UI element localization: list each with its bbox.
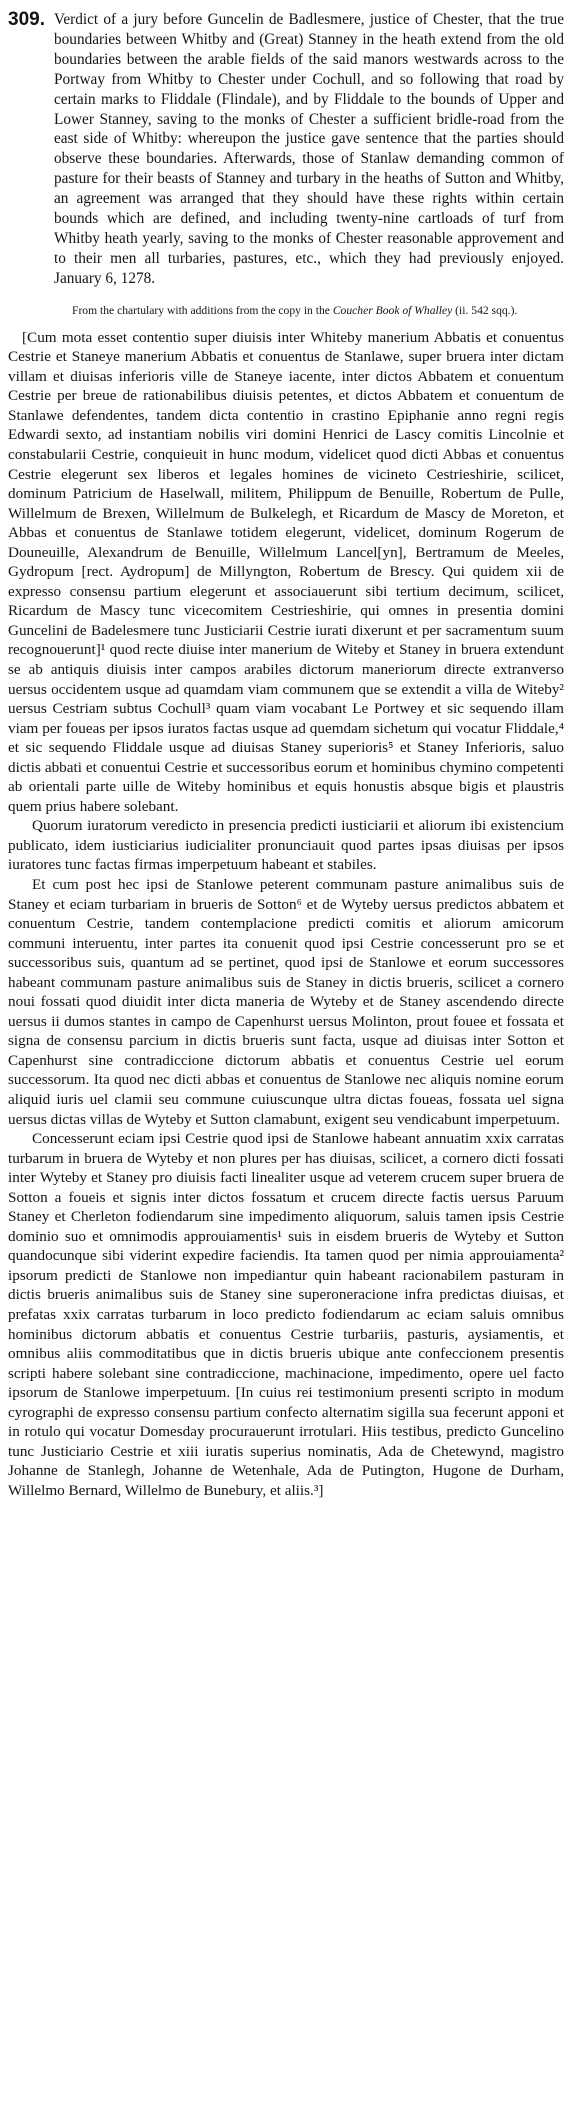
latin-paragraph: Quorum iuratorum veredicto in presencia predicti iusticiarii et aliorum ibi existencium publicato, idem iusticiarius iudicialiter pronunciauit quod partes ipsas diuisas per ipsos iuratores tunc factas firmas imperpetuum habeant et stabiles. [8,817,564,874]
source-suffix: (ii. 542 sqq.). [455,303,518,317]
source-title: Coucher Book of Whalley [332,303,453,317]
entry-number: 309. [8,9,45,30]
latin-text [8,328,564,1501]
source-note [72,303,564,318]
entry-heading [8,10,564,289]
latin-paragraph: Concesserunt eciam ipsi Cestrie quod ipsi de Stanlowe habeant annuatim xxix carratas turbarum in bruera de Wyteby et non plures per has diuisas, scilicet, a cornero dicti fossati inter Wyteby et Staney pro diuisis facti linealiter usque ad veterem crucem super bruera de Sotton a foueis et signis inter dictos fossatum et crucem directe factis uersus Paruum Staney et Cherleton fodiendarum sine impedimento aliquorum, saluis tamen ipsis Cestrie dominio suo et omnimodis approuiamentis¹ suis in eisdem brueris de Wyteby et Sutton quandocunque sibi viderint expedire faciendis. Ita tamen quod per nimia approuiamenta² ipsorum predicti de Stanlowe non impediantur quin habeant racionabilem pasturam in dictis brueris animalibus suis de Staney sine superoneracione infra predictas diuisas, et prefatas xxix carratas turbarum in loco predicto fodiendarum ac eciam saluis omnibus hominibus dictorum abbatis et conuentus Cestrie turbariis, pasturis, aysiamentis, et omnibus aliis commoditatibus que in dictis brueris ubique ante confeccionem presentis scripti habere solebant sine contradiccione, machinacione, impedimento, opere uel facto ipsorum de Stanlowe imperpetuum. [In cuius rei testimonium presenti scripto in modum cyrographi de expresso consensu partium confecto alternatim sigilla sua fecerunt apponi et in rotulo qui vocatur Domesday procurauerunt irrotulari. Hiis testibus, predicto Guncelino tunc Justiciario Cestrie et xiii iuratis superius nominatis, Ada de Chetewynd, magistro Johanne de Stanlegh, Johanne de Wetenhale, Ada de Putington, Hugone de Durham, Willelmo Bernard, Willelmo de Bunebury, et aliis.³] [8,1130,564,1499]
latin-paragraph: Et cum post hec ipsi de Stanlowe peterent communam pasture animalibus suis de Staney et eciam turbariam in brueris de Sotton⁶ et de Wyteby uersus predictos abbatem et conuentum Cestrie, tandem contemplacione predicti comitis et aliorum amicorum communi interuentu, inter partes ita conuenit quod ipsi Cestrie concesserunt pro se et successoribus suis, quantum ad se pertinet, quod ipsi de Stanlowe et eorum successores habeant communam pasture animalibus suis de Staney in dictis brueris, scilicet a cornero noui fossati quod diuidit inter dicta maneria de Wyteby et de Staney ascendendo directe uersus ii dumos stantes in campo de Capenhurst uersus Molinton, prout fouee et fossata et signa de consensu parcium in dictis brueris sunt facta, usque ad diuisas inter Sotton et Capenhurst sine contradiccione dictorum abbatis et conuentus Cestrie uel eorum successorum. Ita quod nec dicti abbas et conuentus de Stanlowe nec aliquis nomine eorum aliquid iuris uel clamii seu commune cuiuscunque ultra dictas foueas, fossata uel signa uersus dictas villas de Wyteby et Sutton clamabunt, exigent seu vendicabunt imperpetuum. [8,876,564,1128]
entry-summary: Verdict of a jury before Guncelin de Badlesmere, justice of Chester, that the true boundaries between Whitby and (Great) Stanney in the heath extend from the old boundaries between the arable fields of the said manors westwards across to the Portway from Whitby to Chester under Cochull, and so following that road by certain marks to Fliddale (Flindale), and by Fliddale to the bounds of Upper and Lower Stanney, saving to the monks of Chester a sufficient bridle-road from the east side of Whitby: whereupon the justice gave sentence that the parties should observe these boundaries. Afterwards, those of Stanlaw demanding common of pasture for their beasts of Stanney and turbary in the heaths of Sutton and Whitby, an agreement was arranged that they should have these rights within certain bounds which are defined, and including twenty-nine cartloads of turf from Whitby heath yearly, saving to the monks of Chester reasonable approvement and to their men all turbaries, pastures, etc., which they had previously enjoyed. January 6, 1278. [54,11,564,287]
latin-paragraph: [Cum mota esset contentio super diuisis inter Whiteby manerium Abbatis et conuentus Cestrie et Staneye manerium Abbatis et conuentus de Stanlawe, super bruera inter dictam villam et diuisas inferioris ville de Staneye iacente, inter dictos Abbatem et conuentum Cestrie per breue de rationabilibus diuisis petentes, et dictos Abbatem et conuentum de Stanlawe defendentes, tandem dicta contentio in crastino Epiphanie anno regni regis Edwardi sexto, ad instantiam nobilis viri domini Henrici de Lascy comitis Lincolnie et constabularii Cestrie, conquieuit in hunc modum, videlicet quod dicti Abbas et conuentus Cestrie elegerunt sex liberos et legales homines de vicineto Cestrieshirie, scilicet, dominum Patricium de Haselwall, militem, Philippum de Benuille, Robertum de Pulle, Willelmum de Brexen, Willelmum de Bulkelegh, et Ricardum de Mascy de Moreton, et Abbas et conuentus de Stanlawe totidem elegerunt, videlicet, dominum Rogerum de Douneuille, Alexandrum de Benuille, Willelmum Lancel[yn], Bertramum de Meeles, Gydropum [rect. Aydropum] de Millyngton, Robertum de Brescy. Qui quidem xii de expresso consensu partium elegerunt et associauerunt sibi tertium decimum, scilicet, Ricardum de Mascy tunc vicecomitem Cestrieshirie, qui omnes in presentia domini Guncelini de Badelesmere tunc Justiciarii Cestrie iurati dixerunt et per sacramentum suum recognouerunt]¹ quod recte diuise inter manerium de Witeby et Staney in bruera extendunt se ab antiquis diuisis inter campos arabiles dictorum maneriorum directe extranverso uersus occidentem usque ad quamdam viam communem que se extendit a villa de Witeby² uersus Cestriam subtus Cochull³ quam viam vocabant Le Portwey et sic sequendo illam viam per foueas per ipsos iuratos factas usque ad quemdam sichetum qui vocatur Fliddale,⁴ et sic sequendo Fliddale usque ad diuisas Staney superioris⁵ et Staney Inferioris, saluo dictis abbati et conuentui Cestrie et successoribus eorum et hominibus chymino competenti ab orientali parte uille de Witeby hominibus et equis honustis absque bigis et plaustris quem prius habere solebant. [8,328,564,815]
source-prefix: From the chartulary with additions from the copy in the [72,303,330,317]
